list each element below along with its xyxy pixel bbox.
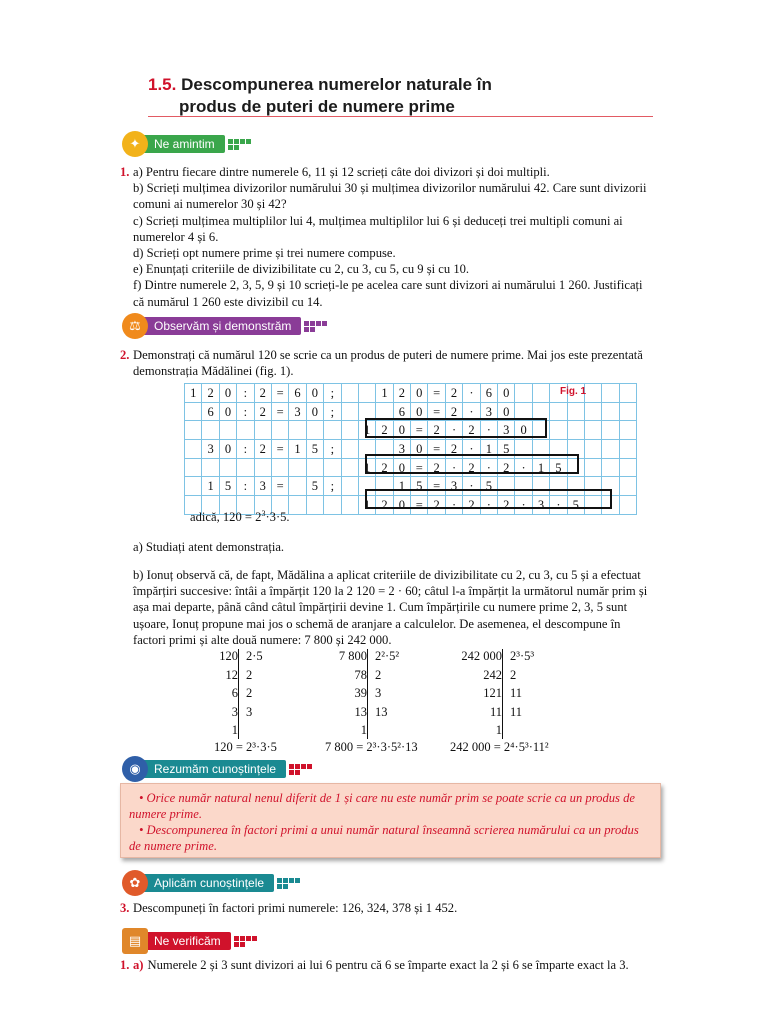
fig1-cell	[584, 402, 601, 421]
factorization-result: 120 = 2³·3·5	[214, 740, 277, 754]
fig1-cell: 2	[498, 458, 515, 477]
exercise-line: că numărul 1 260 este divizibil cu 14.	[133, 294, 323, 309]
fig1-cell	[550, 421, 567, 440]
fig1-cell: 0	[411, 440, 428, 459]
fig1-cell: =	[411, 496, 428, 515]
fig1-cell	[254, 421, 271, 440]
fig1-cell: 2	[445, 384, 462, 403]
fig1-cell	[289, 477, 306, 496]
observam-banner	[122, 316, 327, 336]
fig1-cell: :	[237, 384, 254, 403]
fig1-cell	[185, 477, 202, 496]
fig1-cell: 2	[428, 496, 445, 515]
fig1-cell	[619, 384, 636, 403]
exercise-line: comuni ai numerelor 30 și 42?	[133, 197, 287, 212]
fig1-cell: :	[237, 402, 254, 421]
globe-icon: ◉	[122, 756, 148, 782]
summary-line: numere prime.	[129, 807, 202, 821]
fig1-cell: 0	[498, 402, 515, 421]
fig1-cell	[584, 421, 601, 440]
fig1-cell: 5	[550, 458, 567, 477]
fig1-cell	[602, 402, 619, 421]
fig1-cell	[619, 440, 636, 459]
fig1-cell: ;	[324, 477, 341, 496]
fig1-cell: =	[428, 440, 445, 459]
fig1-cell: =	[271, 384, 288, 403]
fig1-cell	[341, 496, 358, 515]
fig1-cell: 2	[254, 402, 271, 421]
summary-box	[120, 783, 661, 858]
fig1-cell: ·	[480, 496, 497, 515]
fig1-cell: 3	[289, 402, 306, 421]
fig1-cell: ·	[463, 440, 480, 459]
fig1-cell: 2	[463, 458, 480, 477]
section-number: 1.5.	[148, 75, 177, 94]
part-b-line: ușoare, Ionuț propune mai jos o schemă de aranjare a calculelor. De asemenea, el descompune în	[133, 616, 621, 631]
fig1-cell: ·	[480, 458, 497, 477]
fig1-cell	[619, 458, 636, 477]
fig1-cell: 1	[480, 440, 497, 459]
fig1-cell: 1	[393, 477, 410, 496]
fig1-cell: ·	[515, 496, 532, 515]
fig1-cell: =	[428, 477, 445, 496]
fig1-cell: 1	[202, 477, 219, 496]
fig1-cell: ;	[324, 440, 341, 459]
fig1-cell	[324, 458, 341, 477]
fig1-cell	[271, 458, 288, 477]
part-b	[133, 567, 660, 648]
fig1-cell: 0	[393, 421, 410, 440]
fig1-cell	[237, 458, 254, 477]
fig1-cell: 0	[306, 384, 323, 403]
fig1-cell: 0	[411, 402, 428, 421]
fig1-cell: 3	[498, 421, 515, 440]
exercise-line: demonstrația Mădălinei (fig. 1).	[133, 364, 294, 379]
fig1-cell	[219, 421, 236, 440]
fig1-cell: 2	[254, 440, 271, 459]
exercise-2-block	[120, 347, 660, 379]
exercise-number: 2.	[120, 348, 130, 362]
fig1-cell: 0	[306, 402, 323, 421]
fig1-cell: 5	[567, 496, 584, 515]
part-a: a) Studiați atent demonstrația.	[133, 540, 285, 554]
fig1-cell	[567, 421, 584, 440]
fig1-cell: 1	[358, 496, 375, 515]
fig1-cell	[185, 458, 202, 477]
fig1-cell	[602, 440, 619, 459]
fig1-cell	[341, 402, 358, 421]
fig1-cell: 0	[219, 440, 236, 459]
lightbulb-icon: ✦	[122, 131, 148, 157]
exercise-text: Numerele 2 și 3 sunt divizori ai lui 6 pentru că 6 se împarte exact la 2 și 6 se împarte exact la 3.	[147, 958, 629, 972]
fig1-cell: :	[237, 440, 254, 459]
summary-line: • Descompunerea în factori primi a unui număr natural înseamnă scrierea numărului ca un produs	[139, 823, 639, 837]
fig1-cell: ;	[324, 384, 341, 403]
fig1-cell	[341, 477, 358, 496]
fig1-cell: 0	[393, 496, 410, 515]
part-b-line: așa mai departe, până când câtul împărțirii devine 1. Cum împărțirile cu numere prime 2, 3, 5 sunt	[133, 600, 628, 615]
exercise-line: d) Scrieți opt numere prime și trei numere compuse.	[133, 246, 396, 261]
section-title	[148, 74, 492, 118]
fig1-cell: ·	[445, 496, 462, 515]
result-box	[365, 489, 612, 509]
fig1-cell	[289, 421, 306, 440]
fig1-cell: 2	[445, 402, 462, 421]
fig1-cell	[550, 402, 567, 421]
fig1-cell: 3	[480, 402, 497, 421]
fig1-cell	[341, 384, 358, 403]
fig1-cell	[324, 421, 341, 440]
factorization-result: 242 000 = 2⁴·5³·11²	[450, 740, 549, 754]
exercise-line: f) Dintre numerele 2, 3, 5, 9 și 10 scrieți-le pe acelea care sunt divizori ai numărului 1 260. Justificați	[133, 278, 643, 293]
fig1-cell: ;	[324, 402, 341, 421]
banner-label: Observăm și demonstrăm	[142, 317, 301, 335]
fig1-cell: 0	[393, 458, 410, 477]
fig1-cell	[289, 458, 306, 477]
fig1-cell	[185, 440, 202, 459]
fig1-cell: =	[411, 458, 428, 477]
exercise-number: 1.	[120, 165, 130, 179]
fig1-cell	[254, 458, 271, 477]
fig1-cell	[602, 458, 619, 477]
title-line-2: produs de puteri de numere prime	[179, 97, 455, 116]
fig1-cell: 1	[532, 458, 549, 477]
fig1-cell: 5	[306, 477, 323, 496]
fig1-cell: ·	[480, 421, 497, 440]
check-1-block	[120, 957, 665, 973]
ne-verificam-banner	[122, 931, 257, 951]
fig1-cell	[185, 421, 202, 440]
fig1-cell: 0	[219, 402, 236, 421]
fig1-cell	[219, 458, 236, 477]
fig1-cell	[237, 421, 254, 440]
fig1-cell	[341, 440, 358, 459]
result-rest: ·3·5.	[265, 510, 290, 525]
fig1-cell: 2	[376, 421, 393, 440]
fig1-cell: ·	[515, 458, 532, 477]
fig1-cell: =	[428, 402, 445, 421]
exercise-text: Descompuneți în factori primi numerele: 126, 324, 378 și 1 452.	[133, 901, 458, 915]
fig1-cell: 5	[306, 440, 323, 459]
exercise-number: 3.	[120, 901, 130, 915]
fig1-cell: ·	[463, 477, 480, 496]
exercise-1-block	[120, 164, 660, 310]
fig1-cell: 1	[289, 440, 306, 459]
title-line-1: Descompunerea numerelor naturale în	[181, 75, 492, 94]
part-b-line: împărțiri succesive: întâi a împărțit 120 la 2 120 = 2 · 60; câtul l-a împărțit la următorul număr prim și	[133, 584, 648, 599]
fig1-cell: 3	[445, 477, 462, 496]
fig1-cell	[567, 402, 584, 421]
fig1-cell: 3	[532, 496, 549, 515]
fig1-cell: 2	[498, 496, 515, 515]
fig1-cell: ·	[463, 402, 480, 421]
fig1-cell: 1	[358, 458, 375, 477]
fig1-cell	[584, 458, 601, 477]
fig1-cell	[202, 458, 219, 477]
exercise-3-block	[120, 900, 660, 916]
fig1-cell: 0	[498, 384, 515, 403]
fig1-cell	[515, 384, 532, 403]
fig1-cell: 1	[185, 384, 202, 403]
fig1-cell	[341, 421, 358, 440]
fig1-cell	[584, 440, 601, 459]
banner-label: Ne amintim	[142, 135, 225, 153]
exercise-sub: a)	[133, 958, 144, 972]
fig1-cell: 2	[376, 458, 393, 477]
fig1-cell: 2	[254, 384, 271, 403]
fig1-cell: 2	[463, 421, 480, 440]
fig1-cell: =	[411, 421, 428, 440]
palette-icon: ✿	[122, 870, 148, 896]
exercise-line: e) Enunțați criteriile de divizibilitate cu 2, cu 3, cu 5, cu 9 și cu 10.	[133, 262, 470, 277]
fig1-cell: =	[271, 402, 288, 421]
fig1-cell	[324, 496, 341, 515]
exercise-line: c) Scrieți mulțimea multiplilor lui 4, mulțimea multiplilor lui 6 și deduceți trei multipli comuni ai	[133, 213, 623, 228]
fig1-cell	[289, 496, 306, 515]
fig1-label: Fig. 1	[560, 386, 587, 397]
fig1-cell	[602, 421, 619, 440]
balance-scale-icon: ⚖	[122, 313, 148, 339]
exercise-line: b) Scrieți mulțimea divizorilor numărului 30 și mulțimea divizorilor numărului 42. Care sunt divizorii	[133, 181, 647, 196]
fig1-cell: 2	[393, 384, 410, 403]
fig1-cell: 2	[428, 458, 445, 477]
fig1-cell: =	[271, 440, 288, 459]
factorization-242000: 242 000 2³·5³ 242 2 121 11 11 11 1 242 000 = 2⁴·5³·11²	[450, 649, 549, 754]
fig1-cell	[202, 421, 219, 440]
ne-amintim-banner	[122, 134, 251, 154]
fig1-cell	[619, 421, 636, 440]
result-power: 3	[261, 509, 266, 518]
rezumam-banner	[122, 759, 312, 779]
factorization-result: 7 800 = 2³·3·5²·13	[325, 740, 418, 754]
factorization-7800: 7 800 2²·5² 78 2 39 3 13 13 1 7 800 = 2³·3·5²·13	[325, 649, 418, 754]
fig1-cell: 5	[498, 440, 515, 459]
exercise-line: a) Pentru fiecare dintre numerele 6, 11 și 12 scrieți câte doi divizori și doi multipli.	[133, 165, 550, 179]
fig1-cell: 2	[202, 384, 219, 403]
fig1-cell: 2	[376, 496, 393, 515]
result-box	[365, 418, 547, 438]
exercise-line: Demonstrați că numărul 120 se scrie ca un produs de puteri de numere prime. Mai jos este prezentată	[133, 348, 643, 362]
banner-label: Aplicăm cunoștințele	[142, 874, 274, 892]
summary-line: de numere prime.	[129, 839, 218, 853]
aplicam-banner	[122, 873, 300, 893]
fig1-cell: 3	[254, 477, 271, 496]
result-box	[365, 454, 579, 474]
banner-label: Rezumăm cunoștințele	[142, 760, 286, 778]
fig1-cell	[306, 458, 323, 477]
fig1-grid	[184, 383, 637, 525]
fig1-cell: 3	[202, 440, 219, 459]
banner-label: Ne verificăm	[142, 932, 231, 950]
fig1-cell: 2	[428, 421, 445, 440]
fig1-cell: 0	[411, 384, 428, 403]
fig1-cell	[619, 477, 636, 496]
fig1-cell	[619, 496, 636, 515]
factorization-120: 120 2·5 12 2 6 2 3 3 1 120 = 2³·3·5	[214, 649, 277, 754]
result-text: adică, 120 =	[190, 510, 256, 525]
fig1-cell: 6	[480, 384, 497, 403]
result-base: 2	[255, 510, 262, 525]
summary-line: • Orice număr natural nenul diferit de 1 și care nu este număr prim se poate scrie ca un produs de	[139, 791, 635, 805]
fig1-cell: :	[237, 477, 254, 496]
fig1-cell	[306, 496, 323, 515]
fig1-cell: 6	[202, 402, 219, 421]
factorizations	[200, 647, 660, 757]
fig1-cell: 6	[289, 384, 306, 403]
fig1-cell: 5	[480, 477, 497, 496]
exercise-number: 1.	[120, 958, 130, 972]
fig1-cell: 5	[411, 477, 428, 496]
part-b-line: factori primi și alte două numere: 7 800 și 242 000.	[133, 632, 392, 647]
fig1-cell	[532, 384, 549, 403]
fig1-cell: 5	[219, 477, 236, 496]
fig1-cell: 1	[358, 421, 375, 440]
fig1-cell: ·	[550, 496, 567, 515]
fig1-cell: 2	[445, 440, 462, 459]
fig1-cell	[358, 384, 375, 403]
fig1-cell	[271, 421, 288, 440]
fig1-cell	[306, 421, 323, 440]
fig1-cell: ·	[445, 458, 462, 477]
fig1-cell	[619, 402, 636, 421]
fig1-cell	[584, 384, 601, 403]
fig1-result	[190, 509, 290, 525]
title-divider	[148, 116, 653, 117]
fig1-cell: 2	[463, 496, 480, 515]
fig1-cell	[185, 402, 202, 421]
fig1-cell	[341, 458, 358, 477]
fig1-cell: 1	[376, 384, 393, 403]
fig1-cell: ·	[463, 384, 480, 403]
fig1-cell: 6	[393, 402, 410, 421]
fig1-cell: ·	[445, 421, 462, 440]
fig1-cell: 0	[219, 384, 236, 403]
fig1-cell: 3	[393, 440, 410, 459]
fig1-cell: 0	[515, 421, 532, 440]
clipboard-icon: ▤	[122, 928, 148, 954]
part-b-line: b) Ionuț observă că, de fapt, Mădălina a aplicat criteriile de divizibilitate cu 2, cu 3, cu 5 și a efectuat	[133, 568, 641, 582]
fig1-cell: =	[428, 384, 445, 403]
exercise-line: numerelor 4 și 6.	[133, 229, 219, 244]
fig1-cell	[602, 384, 619, 403]
fig1-cell: =	[271, 477, 288, 496]
